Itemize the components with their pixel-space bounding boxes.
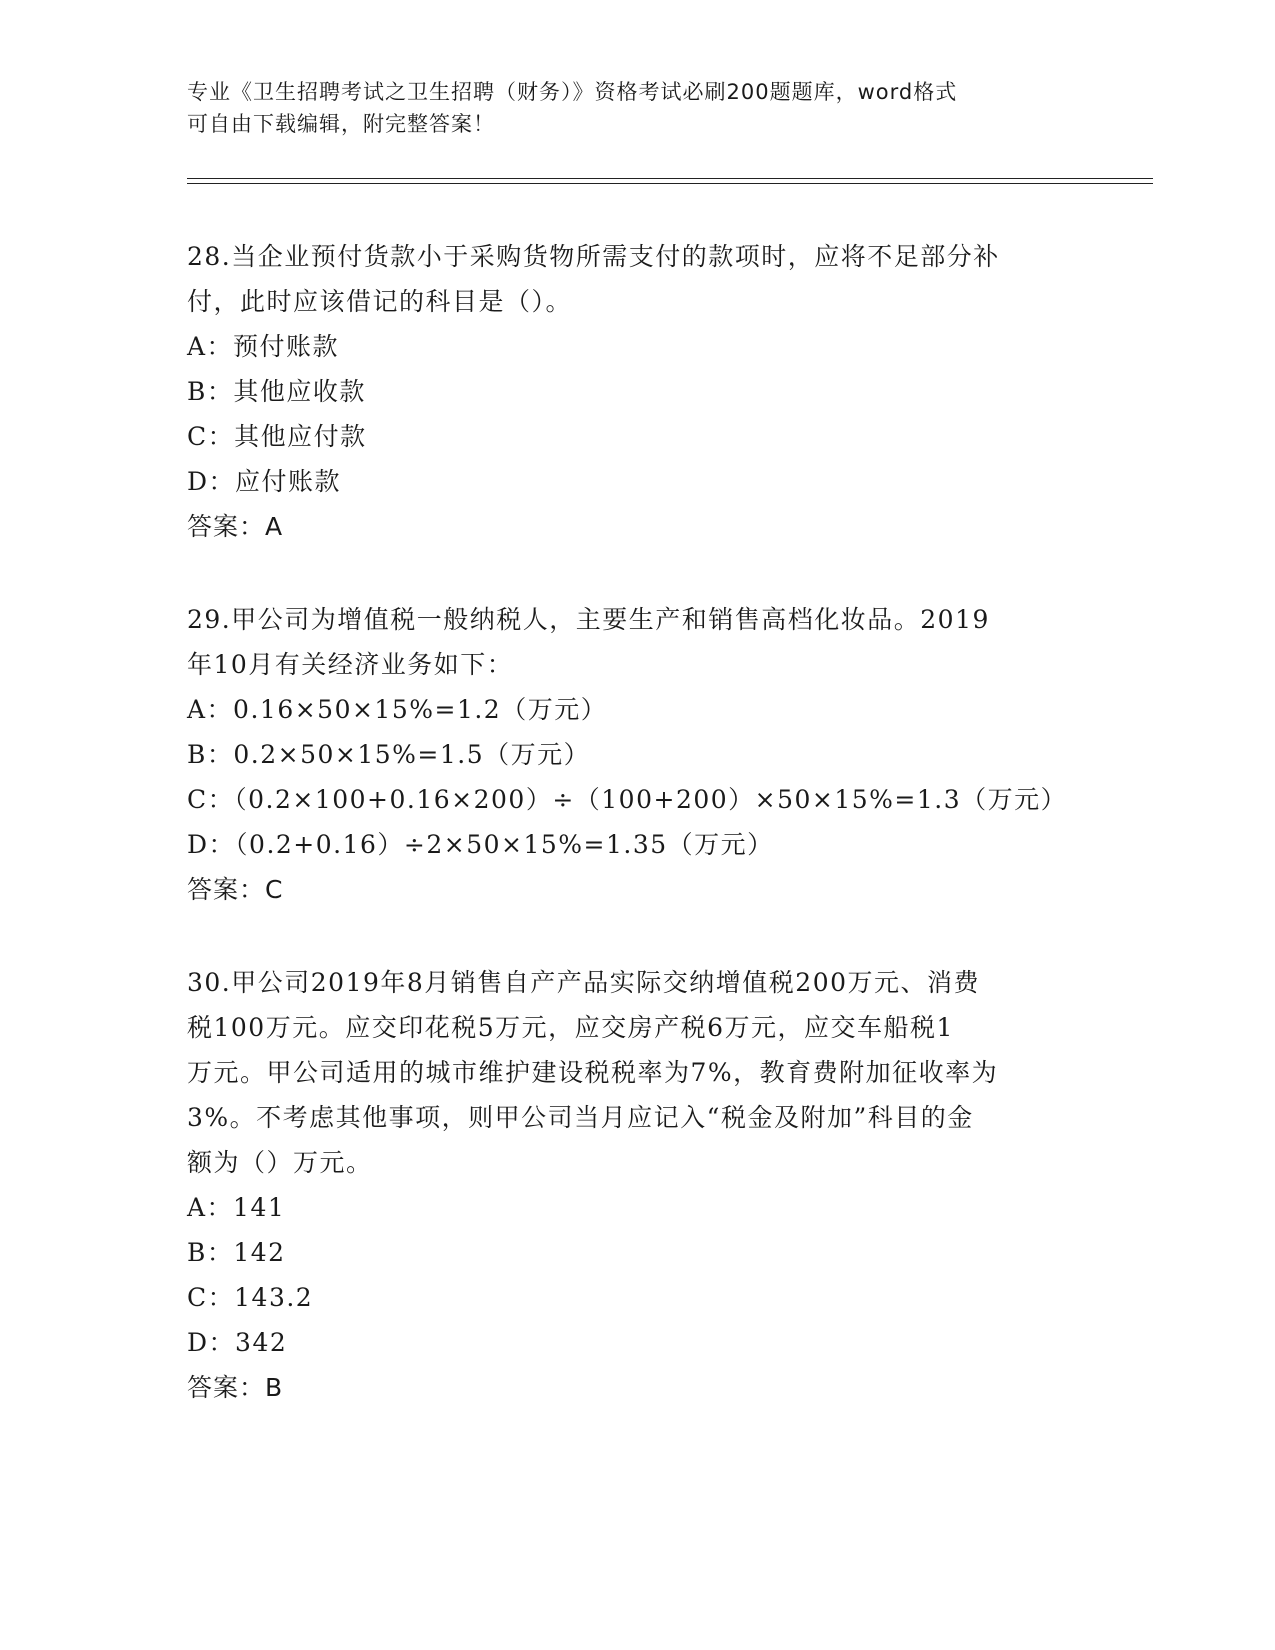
option-c: C：其他应付款	[187, 422, 367, 451]
option-a: A：141	[187, 1193, 286, 1222]
question-stem-line: 额为（）万元。	[187, 1148, 373, 1177]
header-line-1: 专业《卫生招聘考试之卫生招聘（财务）》资格考试必刷200题题库，word格式	[187, 80, 958, 104]
option-d: D：342	[187, 1328, 288, 1357]
answer: 答案：B	[187, 1373, 284, 1402]
question-28	[187, 234, 1067, 549]
question-stem-line: 30.甲公司2019年8月销售自产产品实际交纳增值税200万元、消费	[187, 968, 981, 997]
question-29	[187, 597, 1067, 912]
question-stem-line: 年10月有关经济业务如下：	[187, 650, 514, 679]
question-30	[187, 960, 1067, 1410]
option-b: B：0.2×50×15%=1.5（万元）	[187, 740, 591, 769]
option-a: A：0.16×50×15%=1.2（万元）	[187, 695, 608, 724]
question-stem-line: 税100万元。应交印花税5万元，应交房产税6万元，应交车船税1	[187, 1013, 954, 1042]
header-line-2: 可自由下载编辑，附完整答案！	[187, 112, 495, 136]
question-stem-line: 29.甲公司为增值税一般纳税人，主要生产和销售高档化妆品。2019	[187, 605, 990, 634]
document-header	[187, 76, 1067, 140]
option-c: C：（0.2×100+0.16×200）÷（100+200）×50×15%=1.3（万元）	[187, 785, 1068, 814]
option-b: B：142	[187, 1238, 286, 1267]
question-stem-line: 3%。不考虑其他事项，则甲公司当月应记入“税金及附加”科目的金	[187, 1103, 974, 1132]
header-divider-bottom	[187, 183, 1153, 184]
question-stem-line: 付，此时应该借记的科目是（）。	[187, 287, 573, 316]
option-c: C：143.2	[187, 1283, 314, 1312]
question-stem-line: 万元。甲公司适用的城市维护建设税税率为7%，教育费附加征收率为	[187, 1058, 999, 1087]
header-divider-top	[187, 178, 1153, 179]
answer: 答案：C	[187, 875, 284, 904]
question-stem-line: 28.当企业预付货款小于采购货物所需支付的款项时，应将不足部分补	[187, 242, 1000, 271]
option-d: D：应付账款	[187, 467, 342, 496]
answer: 答案：A	[187, 512, 284, 541]
option-b: B：其他应收款	[187, 377, 366, 406]
option-d: D：（0.2+0.16）÷2×50×15%=1.35（万元）	[187, 830, 774, 859]
option-a: A：预付账款	[187, 332, 340, 361]
